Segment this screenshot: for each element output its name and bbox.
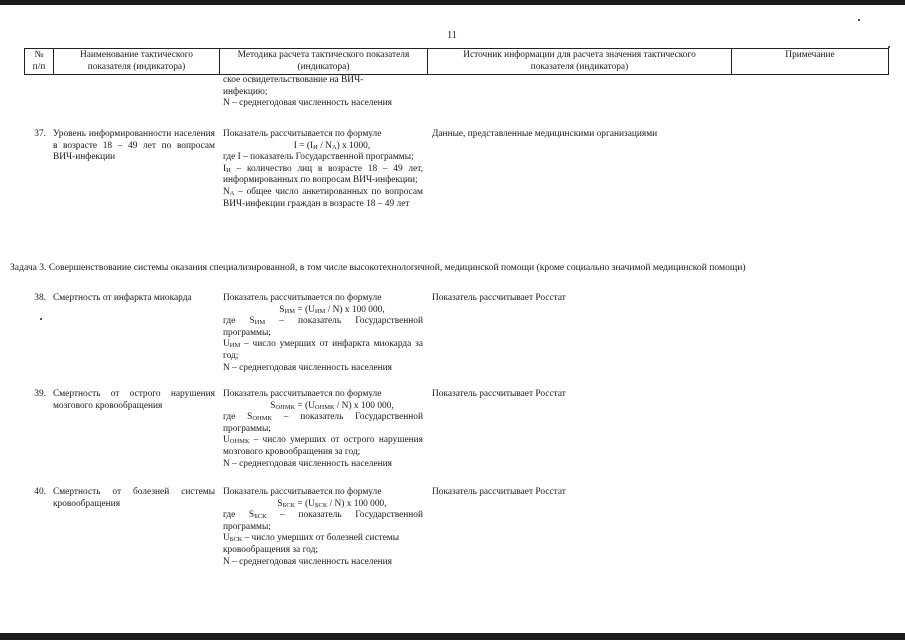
row-37-def3: $N_А$ – общее число анкетированных по вопросам ВИЧ-инфекции граждан в возрасте 18 – 49 лет [223,186,423,209]
row-39-name: Смертность от острого нарушения мозгового кровообращения [53,389,215,411]
row-37-source: Данные, представленные медицинскими организациями [432,129,658,139]
row-38-def2: $U_{ИМ}$ – число умерших от инфаркта миокарда за год; [223,339,423,361]
row-37-def1: где I – показатель Государственной программы; [223,152,414,163]
row-40-number: 40. [34,487,46,497]
scan-speck [40,318,42,320]
row-38-name: Смертность от инфаркта миокарда [53,293,192,303]
scan-bottom-border [0,633,905,640]
row-39-def2: $U_{ОНМК}$ – число умерших от острого нарушения мозгового кровообращения за год; [223,435,423,457]
row-40-def2: $U_{БСК}$ – число умерших от болезней системы кровообращения за год; [223,533,400,555]
scan-speck [858,19,860,21]
header-col-source: Источник информации для расчета значения тактического показателя (индикатора) [428,48,732,75]
row-40-method: Показатель рассчитывается по формуле $S_{БСК} = (U_{БСК} / N)$ x 100 000, где $S_{БСК}$ – показатель Государственной программы; $U_{БСК}$ – число умерших от болезней системы кровообращения за год; N – среднегодовая численность населения [223,487,423,567]
row-39-number: 39. [34,389,46,399]
row-37-number: 37. [34,129,46,139]
scan-top-border [0,0,905,5]
row-40-formula: $S_{БСК} = (U_{БСК} / N)$ x 100 000, [277,498,387,509]
row-39-formula: $S_{ОНМК} = (U_{ОНМК} / N)$ x 100 000, [270,400,394,411]
row-40-def1: где $S_{БСК}$ – показатель Государственной программы; [223,510,423,532]
row-38-source: Показатель рассчитывает Росстат [432,293,566,303]
row-37-def2: $I_И$ – количество лиц в возрасте 18 – 49 лет, информированных по вопросам ВИЧ-инфекции; [223,163,423,186]
page-number: 11 [447,30,457,41]
row-39-source: Показатель рассчитывает Росстат [432,389,566,399]
row-37-formula: $I = (I_И / N_А)$ x 1000, [293,140,371,151]
row-38-def1: где $S_{ИМ}$ – показатель Государственной программы; [223,316,423,338]
row-37-method: Показатель рассчитывается по формуле $I = (I_И / N_А)$ x 1000, где I – показатель Государственной программы; $I_И$ – количество лиц в возрасте 18 – 49 лет, информированных по вопросам ВИЧ-инфекции; $N_А$ – общее число анкетированных по вопросам ВИЧ-инфекции граждан в возрасте 18 – 49 лет [223,129,423,209]
row-38-method: Показатель рассчитывается по формуле $S_{ИМ} = (U_{ИМ} / N)$ x 100 000, где $S_{ИМ}$ – показатель Государственной программы; $U_{ИМ}$ – число умерших от инфаркта миокарда за год; N – среднегодовая численность населения [223,293,423,373]
continuation-method: ское освидетельствование на ВИЧ- инфекцию; N – среднегодовая численность населения [223,75,392,109]
row-37-name: Уровень информированности населения в возрасте 18 – 49 лет по вопросам ВИЧ-инфекции [53,129,215,163]
task-3-heading: Задача 3. Совершенствование системы оказания специализированной, в том числе высокотехнологичной, медицинской помощи (кроме социально значимой медицинской помощи) [10,262,746,273]
row-40-name: Смертность от болезней системы кровообращения [53,487,215,509]
header-col-note: Примечание [732,48,889,75]
header-col-number: № п/п [24,48,54,75]
header-col-name: Наименование тактического показателя (индикатора) [54,48,220,75]
row-39-def1: где $S_{ОНМК}$ – показатель Государственной программы; [223,412,423,434]
row-38-formula: $S_{ИМ} = (U_{ИМ} / N)$ x 100 000, [279,304,385,315]
row-38-number: 38. [34,293,46,303]
row-40-source: Показатель рассчитывает Росстат [432,487,566,497]
row-39-method: Показатель рассчитывается по формуле $S_{ОНМК} = (U_{ОНМК} / N)$ x 100 000, где $S_{ОНМК}$ – показатель Государственной программы; $U_{ОНМК}$ – число умерших от острого нарушения мозгового кровообращения за год; N – среднегодовая численность населения [223,389,423,469]
header-col-method: Методика расчета тактического показателя (индикатора) [220,48,428,75]
